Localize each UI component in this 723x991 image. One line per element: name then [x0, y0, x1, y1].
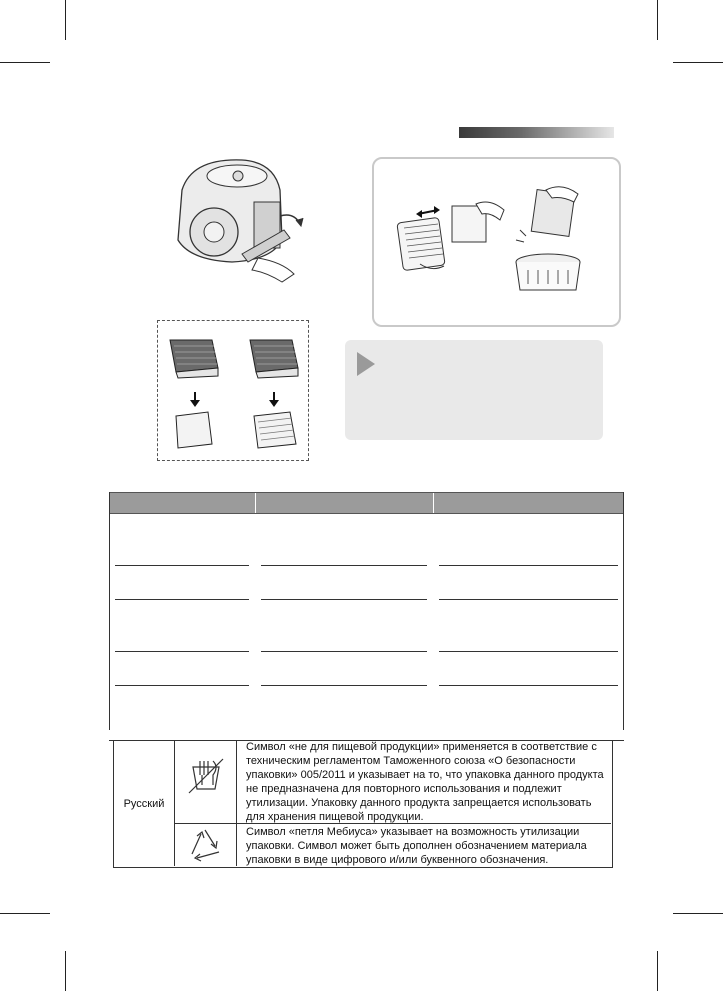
- crop-mark: [65, 951, 66, 991]
- filter-cover-left: [170, 340, 218, 378]
- note-box: [345, 340, 603, 440]
- table-row: [109, 514, 624, 567]
- section-header-bar: [459, 127, 614, 138]
- filter-disposal-illustration: [386, 180, 606, 292]
- table-header-row: [109, 493, 624, 514]
- crop-mark: [657, 0, 658, 40]
- crop-mark: [673, 62, 723, 63]
- crop-mark: [657, 951, 658, 991]
- table-row: [109, 686, 624, 740]
- table-row: [109, 566, 624, 600]
- specification-table: [109, 492, 624, 741]
- table-left-border: [109, 492, 110, 730]
- table-row: [109, 600, 624, 652]
- vacuum-filter-removal-illustration: [162, 150, 312, 290]
- crop-mark: [0, 62, 50, 63]
- not-for-food-icon: [175, 741, 236, 823]
- crop-mark: [65, 0, 66, 40]
- crop-mark: [673, 913, 723, 914]
- filter-cover-right: [250, 340, 298, 378]
- not-for-food-icon-cell: [175, 741, 237, 824]
- mobius-loop-icon: [175, 824, 236, 866]
- filter-parts-illustration: [160, 332, 306, 456]
- table-row: [109, 652, 624, 686]
- not-for-food-description: Символ «не для пищевой продукции» применяется в соответствие с техническим регламентом Таможенного союза «О безопасности упаковки» 005/2011 и указывает на то, что упаковка данного продукта не предназначена для повторного использования и подлежит утилизации. Упаковку данного продукта запрещается использовать для хранения пищевой продукции.: [246, 741, 604, 823]
- crop-mark: [0, 913, 50, 914]
- note-arrow-icon: [357, 352, 375, 376]
- mobius-loop-icon-cell: [175, 824, 237, 866]
- table-right-border: [623, 492, 624, 730]
- mobius-loop-description: Символ «петля Мебиуса» указывает на возможность утилизации упаковки. Символ может быть дополнен обозначением материала упаковки в виде цифрового и/или буквенного обозначения.: [246, 826, 587, 866]
- language-label: Русский: [114, 741, 175, 866]
